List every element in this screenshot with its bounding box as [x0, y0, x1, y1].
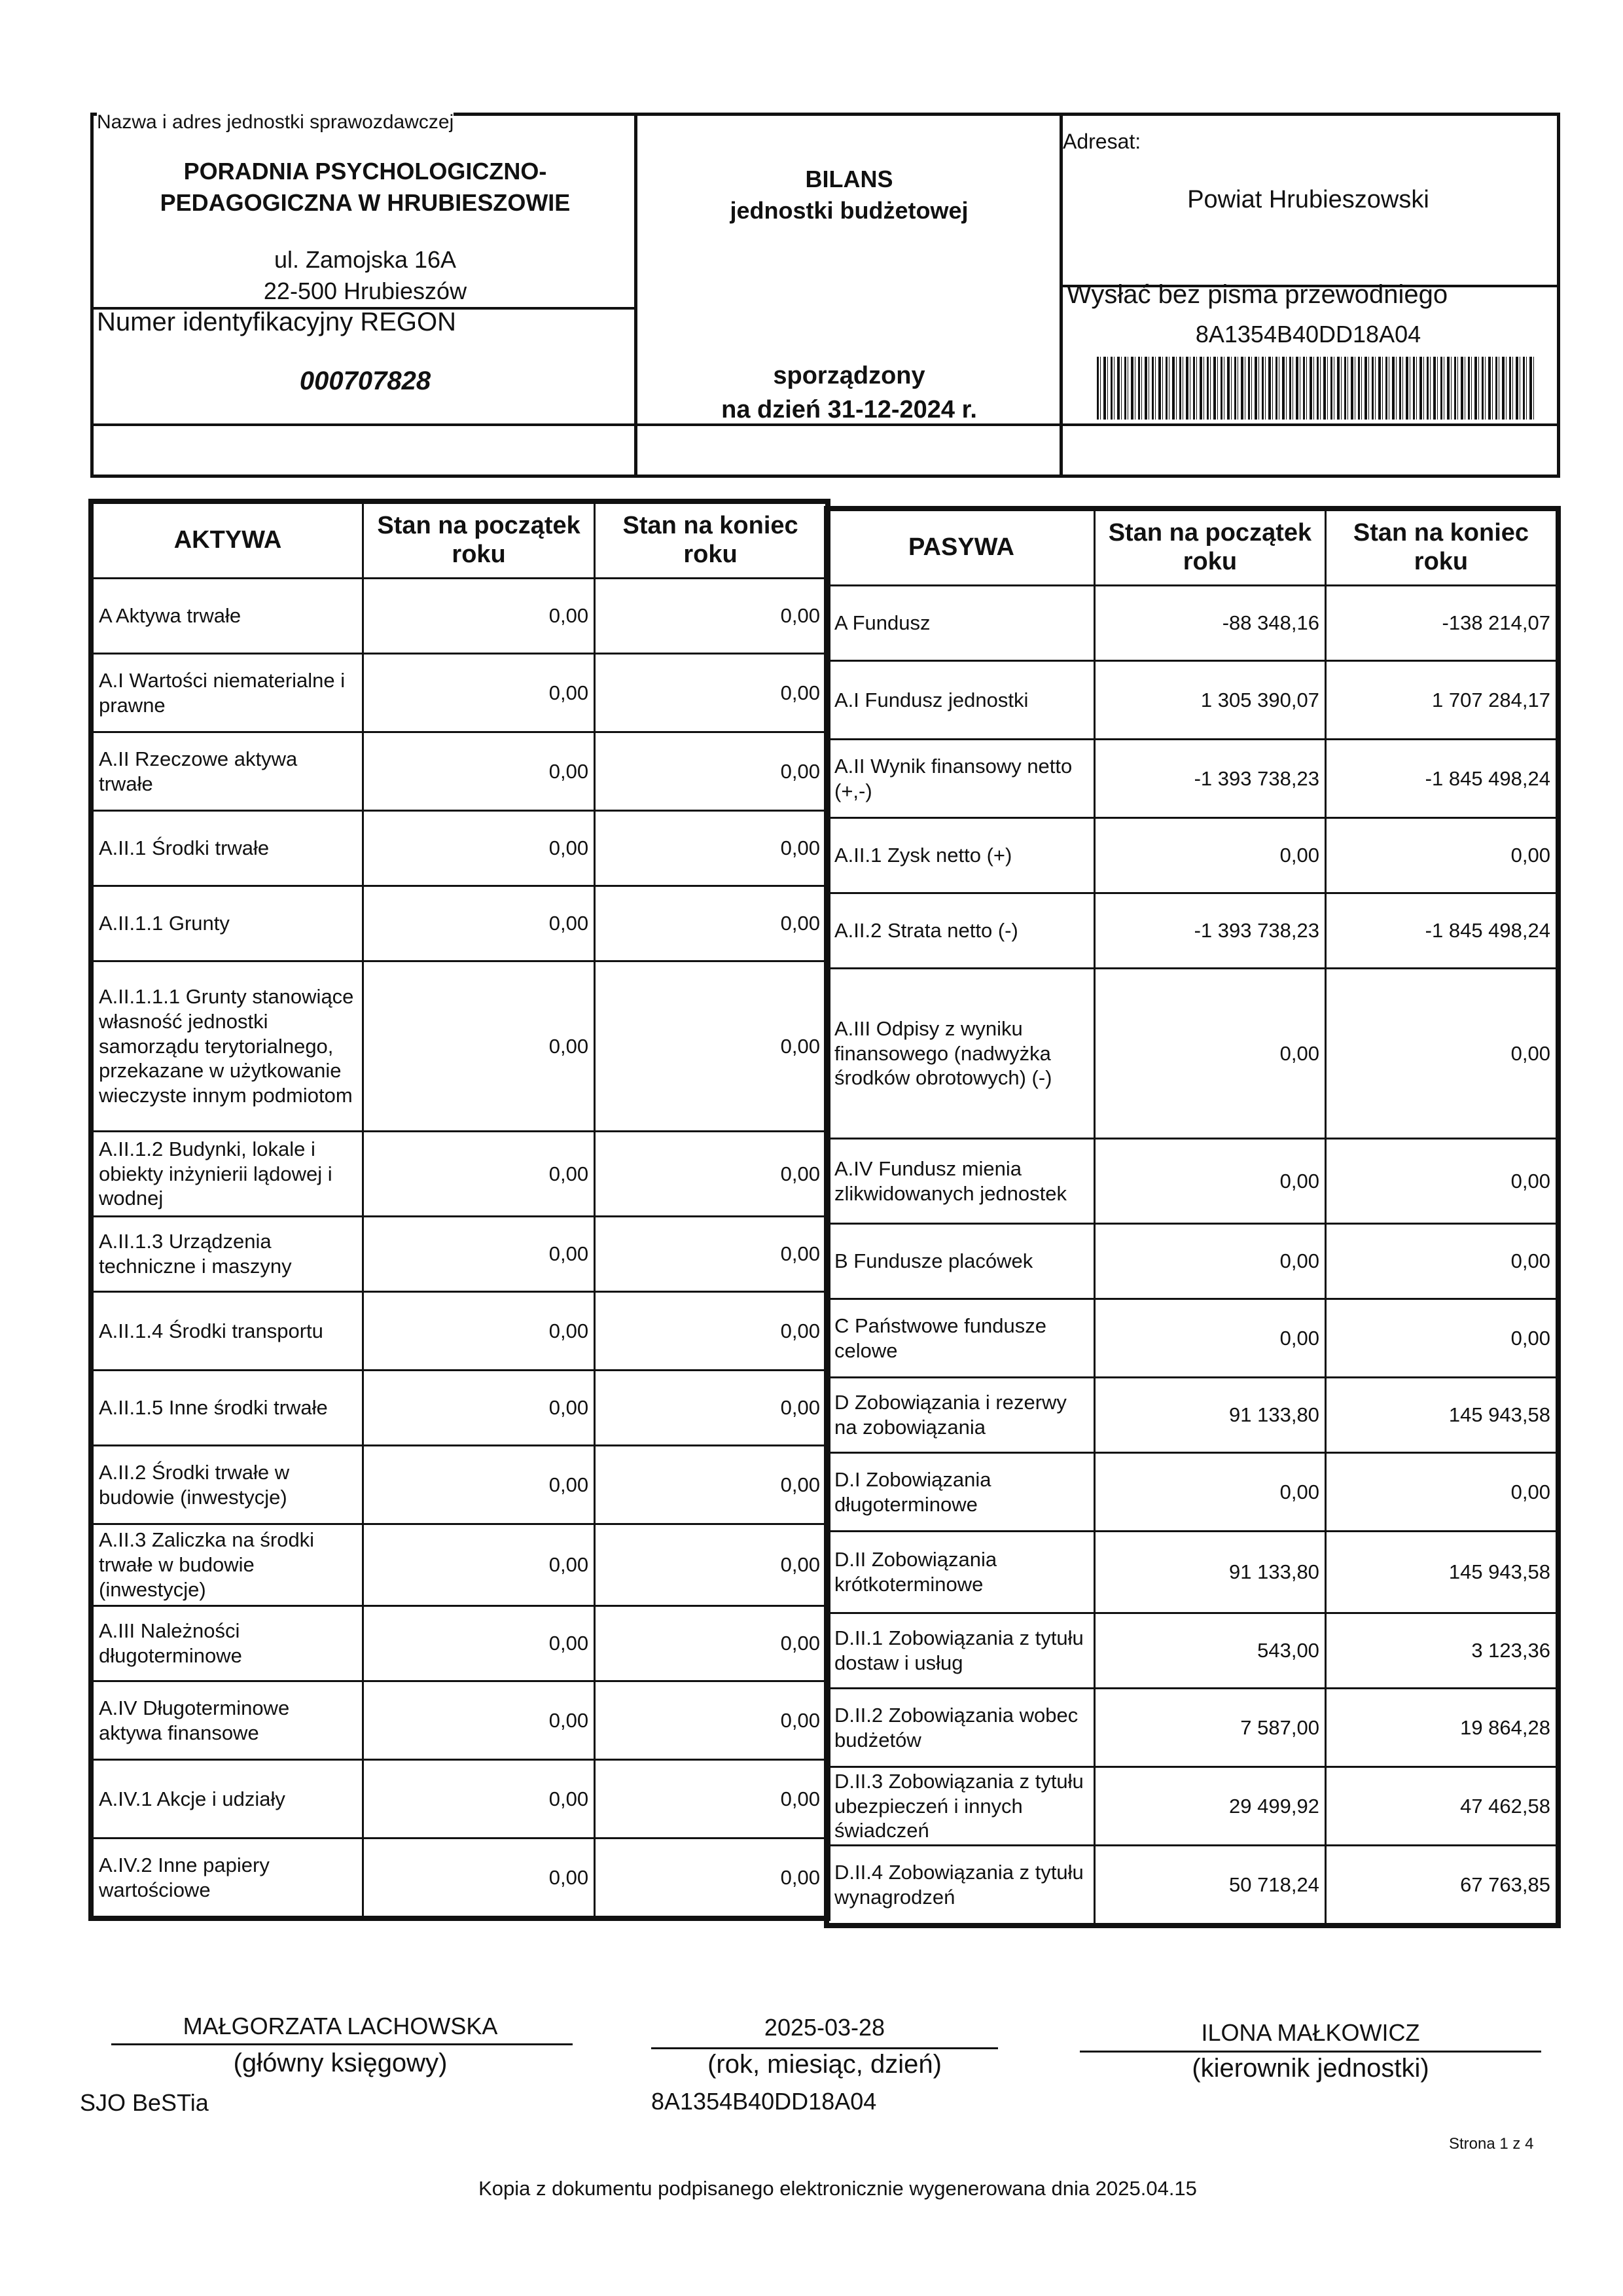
- table-row: [93, 579, 827, 654]
- row-start: 0,00: [363, 1132, 595, 1217]
- row-label: A.II.2 Środki trwałe w budowie (inwestycje): [93, 1446, 363, 1524]
- row-start: 50 718,24: [1094, 1846, 1325, 1924]
- table-row: [93, 1371, 827, 1446]
- accountant-role: (główny księgowy): [233, 2049, 448, 2077]
- accountant-name: MAŁGORZATA LACHOWSKA: [183, 2013, 498, 2039]
- table-row: [829, 818, 1557, 893]
- row-start: 0,00: [1094, 1299, 1325, 1378]
- row-end: 0,00: [595, 1839, 827, 1917]
- row-start: 91 133,80: [1094, 1378, 1325, 1453]
- table-row: [93, 1446, 827, 1524]
- doc-title-line1: BILANS: [805, 166, 893, 192]
- row-end: 0,00: [1325, 1299, 1556, 1378]
- table-row: [829, 1139, 1557, 1224]
- row-end: 0,00: [595, 1217, 827, 1292]
- doc-title-line2: jednostki budżetowej: [730, 197, 969, 224]
- table-row: [829, 1453, 1557, 1532]
- table-row: [829, 1767, 1557, 1846]
- row-label: A.II.1.1 Grunty: [93, 886, 363, 961]
- row-end: 1 707 284,17: [1325, 661, 1556, 740]
- row-end: 0,00: [1325, 1139, 1556, 1224]
- row-label: A.II Rzeczowe aktywa trwałe: [93, 732, 363, 811]
- row-label: A.II.3 Zaliczka na środki trwałe w budowie (inwestycje): [93, 1524, 363, 1606]
- row-start: 0,00: [1094, 1139, 1325, 1224]
- head-name: ILONA MAŁKOWICZ: [1201, 2019, 1420, 2046]
- row-start: 0,00: [363, 886, 595, 961]
- row-start: 0,00: [363, 961, 595, 1132]
- row-end: 0,00: [1325, 818, 1556, 893]
- row-label: A.II.1.2 Budynki, lokale i obiekty inżynierii lądowej i wodnej: [93, 1132, 363, 1217]
- table-row: [829, 1846, 1557, 1924]
- aktywa-table: [92, 502, 827, 1918]
- prepared-on: [638, 359, 1060, 427]
- row-start: 0,00: [363, 1760, 595, 1839]
- table-row: [829, 1378, 1557, 1453]
- copy-note: Kopia z dokumentu podpisanego elektronicznie wygenerowana dnia 2025.04.15: [478, 2177, 1197, 2200]
- regon-value: 000707828: [299, 367, 431, 395]
- row-end: -138 214,07: [1325, 586, 1556, 661]
- row-start: 0,00: [1094, 1224, 1325, 1299]
- row-start: 0,00: [1094, 969, 1325, 1139]
- row-end: 0,00: [595, 1132, 827, 1217]
- row-label: A.II.1.5 Inne środki trwałe: [93, 1371, 363, 1446]
- table-row: [829, 1299, 1557, 1378]
- row-label: A.IV.1 Akcje i udziały: [93, 1760, 363, 1839]
- pasywa-header-row: [829, 511, 1557, 586]
- row-start: 543,00: [1094, 1613, 1325, 1689]
- row-start: 0,00: [1094, 818, 1325, 893]
- prepared-line1: sporządzony: [773, 362, 925, 389]
- table-row: [829, 1689, 1557, 1767]
- aktywa-header-row: [93, 503, 827, 579]
- table-row: [93, 811, 827, 886]
- row-label: A.III Należności długoterminowe: [93, 1606, 363, 1681]
- row-label: A Fundusz: [829, 586, 1095, 661]
- row-end: -1 845 498,24: [1325, 893, 1556, 969]
- row-start: 0,00: [363, 1606, 595, 1681]
- row-label: A.II.1 Środki trwałe: [93, 811, 363, 886]
- row-label: D.II.2 Zobowiązania wobec budżetów: [829, 1689, 1095, 1767]
- row-label: D.II.1 Zobowiązania z tytułu dostaw i usług: [829, 1613, 1095, 1689]
- row-start: 0,00: [363, 579, 595, 654]
- header-doc-code: 8A1354B40DD18A04: [1195, 321, 1421, 348]
- row-end: 0,00: [1325, 969, 1556, 1139]
- table-row: [93, 1606, 827, 1681]
- send-note: Wysłać bez pisma przewodniego: [1067, 280, 1448, 309]
- row-start: 0,00: [363, 1681, 595, 1760]
- row-end: 0,00: [1325, 1453, 1556, 1532]
- pasywa-col-start: Stan na początek roku: [1094, 511, 1325, 586]
- row-end: 0,00: [595, 579, 827, 654]
- row-end: 145 943,58: [1325, 1378, 1556, 1453]
- row-label: A Aktywa trwałe: [93, 579, 363, 654]
- addressee-label: Adresat:: [1063, 130, 1141, 153]
- row-label: A.II.1.3 Urządzenia techniczne i maszyny: [93, 1217, 363, 1292]
- row-end: 0,00: [595, 654, 827, 732]
- aktywa-col-name: AKTYWA: [93, 503, 363, 579]
- row-end: 0,00: [595, 1681, 827, 1760]
- row-label: D.I Zobowiązania długoterminowe: [829, 1453, 1095, 1532]
- row-start: -88 348,16: [1094, 586, 1325, 661]
- unit-label: Nazwa i adres jednostki sprawozdawczej: [97, 111, 454, 133]
- table-row: [829, 661, 1557, 740]
- table-row: [829, 1532, 1557, 1613]
- row-start: 0,00: [1094, 1453, 1325, 1532]
- row-start: 91 133,80: [1094, 1532, 1325, 1613]
- table-row: [93, 1760, 827, 1839]
- row-start: 0,00: [363, 654, 595, 732]
- software-name: SJO BeSTia: [80, 2089, 209, 2116]
- table-row: [829, 740, 1557, 818]
- row-end: 0,00: [595, 1524, 827, 1606]
- address-line1: ul. Zamojska 16A: [274, 246, 457, 273]
- table-row: [829, 969, 1557, 1139]
- signatures-doc-code: 8A1354B40DD18A04: [651, 2088, 877, 2115]
- table-row: [93, 961, 827, 1132]
- row-start: 0,00: [363, 1217, 595, 1292]
- pasywa-table: [827, 509, 1558, 1925]
- table-row: [829, 586, 1557, 661]
- row-label: A.I Wartości niematerialne i prawne: [93, 654, 363, 732]
- unit-address: [94, 244, 637, 307]
- row-label: B Fundusze placówek: [829, 1224, 1095, 1299]
- row-end: -1 845 498,24: [1325, 740, 1556, 818]
- row-end: 0,00: [595, 1446, 827, 1524]
- table-row: [93, 1217, 827, 1292]
- date-signature-line: [651, 2047, 998, 2049]
- row-label: A.II.2 Strata netto (-): [829, 893, 1095, 969]
- row-label: A.IV.2 Inne papiery wartościowe: [93, 1839, 363, 1917]
- row-end: 0,00: [595, 811, 827, 886]
- table-row: [93, 1681, 827, 1760]
- row-label: D.II Zobowiązania krótkoterminowe: [829, 1532, 1095, 1613]
- row-end: 3 123,36: [1325, 1613, 1556, 1689]
- row-label: A.II.1.4 Środki transportu: [93, 1292, 363, 1371]
- row-start: 1 305 390,07: [1094, 661, 1325, 740]
- table-row: [93, 1292, 827, 1371]
- row-label: A.II.1 Zysk netto (+): [829, 818, 1095, 893]
- row-start: 29 499,92: [1094, 1767, 1325, 1846]
- pasywa-col-name: PASYWA: [829, 511, 1095, 586]
- row-label: A.IV Fundusz mienia zlikwidowanych jednostek: [829, 1139, 1095, 1224]
- date-caption: (rok, miesiąc, dzień): [707, 2050, 942, 2079]
- row-start: 0,00: [363, 1839, 595, 1917]
- row-start: 0,00: [363, 1292, 595, 1371]
- doc-title: [638, 164, 1060, 226]
- table-row: [93, 654, 827, 732]
- row-end: 47 462,58: [1325, 1767, 1556, 1846]
- table-row: [829, 1613, 1557, 1689]
- address-line2: 22-500 Hrubieszów: [263, 278, 467, 304]
- accountant-signature-line: [111, 2043, 573, 2045]
- row-end: 145 943,58: [1325, 1532, 1556, 1613]
- row-label: A.II.1.1.1 Grunty stanowiące własność jednostki samorządu terytorialnego, przekazane w użytkowanie wieczyste innym podmiotom: [93, 961, 363, 1132]
- row-start: -1 393 738,23: [1094, 893, 1325, 969]
- row-end: 0,00: [595, 1292, 827, 1371]
- row-start: 7 587,00: [1094, 1689, 1325, 1767]
- aktywa-col-end: Stan na koniec roku: [595, 503, 827, 579]
- row-end: 19 864,28: [1325, 1689, 1556, 1767]
- table-row: [829, 1224, 1557, 1299]
- row-label: A.IV Długoterminowe aktywa finansowe: [93, 1681, 363, 1760]
- table-row: [829, 893, 1557, 969]
- table-row: [93, 1132, 827, 1217]
- unit-name-line1: PORADNIA PSYCHOLOGICZNO-: [183, 158, 547, 185]
- addressee-value: Powiat Hrubieszowski: [1187, 186, 1429, 213]
- row-label: D.II.3 Zobowiązania z tytułu ubezpieczeń i innych świadczeń: [829, 1767, 1095, 1846]
- unit-name: [94, 156, 637, 219]
- row-label: A.III Odpisy z wyniku finansowego (nadwyżka środków obrotowych) (-): [829, 969, 1095, 1139]
- pasywa-col-end: Stan na koniec roku: [1325, 511, 1556, 586]
- row-end: 0,00: [595, 886, 827, 961]
- row-end: 0,00: [1325, 1224, 1556, 1299]
- row-start: 0,00: [363, 1446, 595, 1524]
- row-end: 0,00: [595, 1606, 827, 1681]
- table-row: [93, 886, 827, 961]
- row-start: -1 393 738,23: [1094, 740, 1325, 818]
- page-number: Strona 1 z 4: [1449, 2135, 1534, 2153]
- row-start: 0,00: [363, 732, 595, 811]
- table-row: [93, 1524, 827, 1606]
- row-end: 67 763,85: [1325, 1846, 1556, 1924]
- row-label: C Państwowe fundusze celowe: [829, 1299, 1095, 1378]
- row-end: 0,00: [595, 732, 827, 811]
- row-start: 0,00: [363, 1524, 595, 1606]
- regon-label: Numer identyfikacyjny REGON: [97, 308, 457, 336]
- barcode-image: [1097, 357, 1537, 420]
- prepared-line2: na dzień 31-12-2024 r.: [721, 396, 977, 423]
- row-label: D.II.4 Zobowiązania z tytułu wynagrodzeń: [829, 1846, 1095, 1924]
- unit-name-line2: PEDAGOGICZNA W HRUBIESZOWIE: [160, 189, 571, 216]
- row-label: D Zobowiązania i rezerwy na zobowiązania: [829, 1378, 1095, 1453]
- head-signature-line: [1080, 2051, 1541, 2053]
- row-end: 0,00: [595, 1760, 827, 1839]
- aktywa-col-start: Stan na początek roku: [363, 503, 595, 579]
- table-row: [93, 732, 827, 811]
- row-label: A.II Wynik finansowy netto (+,-): [829, 740, 1095, 818]
- row-label: A.I Fundusz jednostki: [829, 661, 1095, 740]
- row-start: 0,00: [363, 811, 595, 886]
- head-role: (kierownik jednostki): [1192, 2054, 1429, 2083]
- row-start: 0,00: [363, 1371, 595, 1446]
- table-row: [93, 1839, 827, 1917]
- row-end: 0,00: [595, 961, 827, 1132]
- date-value: 2025-03-28: [764, 2014, 885, 2041]
- row-end: 0,00: [595, 1371, 827, 1446]
